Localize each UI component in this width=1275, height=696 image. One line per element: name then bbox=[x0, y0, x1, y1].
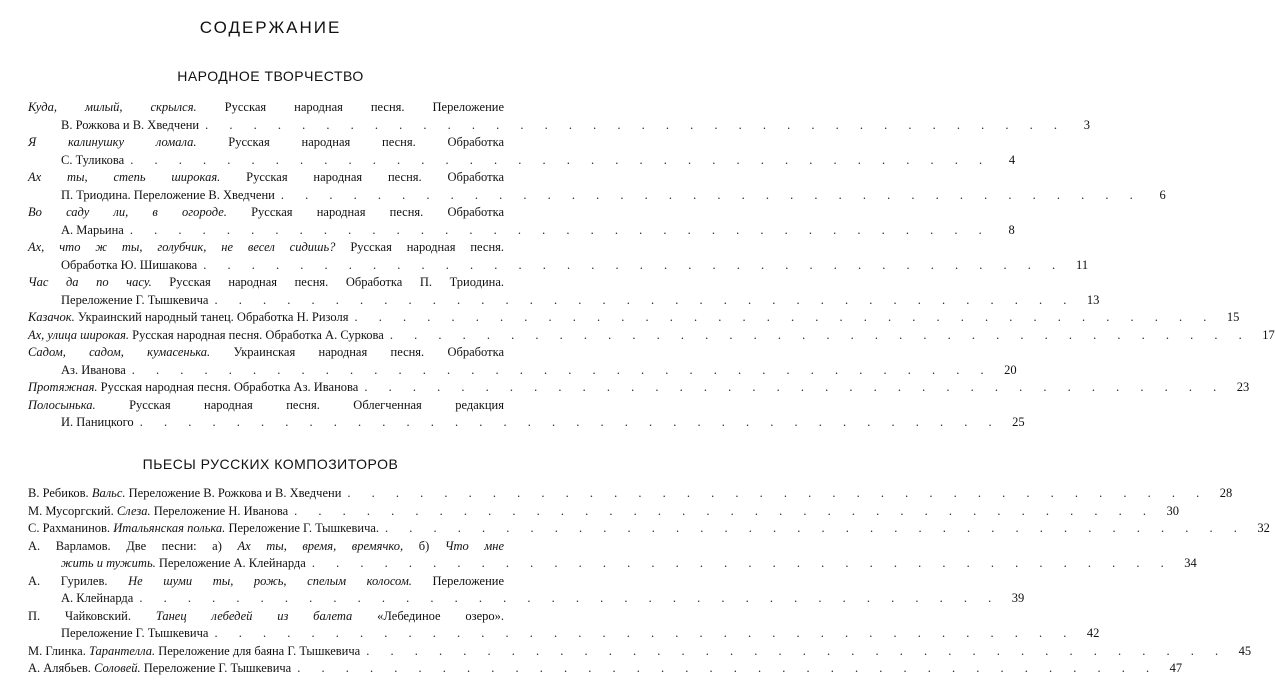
entry-description: Русская народная песня. Обработка bbox=[228, 135, 505, 149]
entry-title: Ах, что ж ты, голубчик, не весел сидишь? bbox=[28, 240, 336, 254]
entry-continuation: Переложение Г. Тышкевича bbox=[61, 626, 209, 640]
entry-title: Во саду ли, в огороде. bbox=[28, 205, 227, 219]
entry-description: Русская народная песня. bbox=[350, 240, 505, 254]
toc-entry-line[interactable] bbox=[28, 520, 1270, 538]
leader-dots: . . . . . . . . . . . . . . . . . . . . . . . . . . . . . . . . . . . . bbox=[366, 643, 1228, 658]
entry-description: Украинская народная песня. Обработка bbox=[233, 345, 505, 359]
page-number: 13 bbox=[1086, 292, 1100, 307]
toc-entry-line[interactable] bbox=[28, 379, 1250, 397]
toc-composers bbox=[28, 485, 1270, 678]
toc-entry-line bbox=[28, 239, 504, 257]
page-number: 17 bbox=[1262, 327, 1275, 342]
entry-description: «Лебединое озеро». bbox=[377, 608, 505, 623]
toc-entry-line[interactable] bbox=[28, 257, 1089, 275]
entry-title: Ах ты, степь широкая. bbox=[28, 170, 221, 184]
section-heading-composers: ПЬЕСЫ РУССКИХ КОМПОЗИТОРОВ bbox=[142, 456, 399, 472]
page-number: 45 bbox=[1238, 643, 1252, 658]
entry-title: Танец лебедей из балета bbox=[155, 608, 353, 623]
page-number: 28 bbox=[1219, 486, 1233, 500]
entry-title: Итальянская полька. bbox=[113, 521, 226, 535]
toc-entry-line[interactable] bbox=[28, 309, 1240, 327]
entry-title: Ах, улица широкая. bbox=[28, 327, 130, 342]
toc-entry-line[interactable] bbox=[28, 643, 1252, 661]
toc-entry-line[interactable] bbox=[28, 660, 1183, 678]
leader-dots: . . . . . . . . . . . . . . . . . . . . . . . . . . . . . . . . . . . . bbox=[214, 626, 1076, 640]
entry-title: Соловей. bbox=[94, 661, 141, 675]
section-heading-folk: НАРОДНОЕ ТВОРЧЕСТВО bbox=[177, 68, 364, 84]
entry-continuation: Переложение А. Клейнарда bbox=[158, 556, 306, 570]
entry-description: Русская народная песня. Обработка bbox=[251, 205, 505, 219]
entry-author: М. Мусоргский. bbox=[28, 503, 114, 518]
entry-description: Переложение В. Рожкова и В. Хведчени bbox=[128, 486, 342, 500]
leader-dots: . . . . . . . . . . . . . . . . . . . . . . . . . . . . . . . . . . . . bbox=[389, 327, 1251, 342]
page-number: 34 bbox=[1184, 556, 1197, 570]
leader-dots: . . . . . . . . . . . . . . . . . . . . . . . . . . . . . . . . . . . . bbox=[311, 556, 1173, 570]
page-number: 23 bbox=[1236, 380, 1250, 394]
toc-entry-line bbox=[28, 99, 504, 117]
entry-title: Куда, милый, скрылся. bbox=[28, 100, 197, 114]
page-number: 4 bbox=[1008, 152, 1016, 167]
page-number: 3 bbox=[1083, 117, 1090, 132]
toc-entry-line bbox=[28, 397, 504, 415]
entry-description: Переложение bbox=[432, 573, 505, 588]
leader-dots: . . . . . . . . . . . . . . . . . . . . . . . . . . . . . . . . . . . . bbox=[294, 503, 1156, 518]
leader-dots: . . . . . . . . . . . . . . . . . . . . . . . . . . . . . . . . . . . . bbox=[131, 362, 993, 377]
toc-entry-line[interactable] bbox=[28, 327, 1275, 345]
page-number: 11 bbox=[1076, 257, 1089, 272]
entry-title: Садом, садом, кумасенька. bbox=[28, 345, 211, 359]
page-number: 20 bbox=[1004, 362, 1017, 377]
leader-dots: . . . . . . . . . . . . . . . . . . . . . . . . . . . . . . . . . . . . bbox=[129, 222, 991, 237]
leader-dots: . . . . . . . . . . . . . . . . . . . . . . . . . . . . . . . . . . . . bbox=[130, 152, 992, 167]
leader-dots: . . . . . . . . . . . . . . . . . . . . . . . . . . . . . . . . . . . . bbox=[280, 187, 1142, 202]
toc-entry-line[interactable] bbox=[28, 292, 1100, 310]
entry-title: Слеза. bbox=[116, 503, 151, 518]
entry-continuation: И. Паницкого bbox=[61, 415, 134, 429]
leader-dots: . . . . . . . . . . . . . . . . . . . . . . . . . . . . . . . . . . . . bbox=[214, 292, 1076, 307]
leader-dots: . . . . . . . . . . . . . . . . . . . . . . . . . . . . . . . . . . . . bbox=[347, 486, 1209, 500]
entry-author: М. Глинка. bbox=[28, 643, 86, 658]
toc-entry-line bbox=[28, 573, 504, 591]
page-number: 25 bbox=[1012, 415, 1025, 429]
entry-continuation: Аз. Иванова bbox=[61, 362, 126, 377]
page-title: СОДЕРЖАНИЕ bbox=[199, 18, 342, 37]
entry-title-continuation: жить и тужить. bbox=[61, 556, 156, 570]
toc-folk bbox=[28, 99, 1275, 432]
entry-description: Русская народная песня. Обработка П. Триодина. bbox=[169, 275, 505, 289]
page-number: 6 bbox=[1159, 187, 1166, 202]
leader-dots: . . . . . . . . . . . . . . . . . . . . . . . . . . . . . . . . . . . . bbox=[354, 310, 1216, 324]
entry-title: Тарантелла. bbox=[88, 643, 156, 658]
toc-entry-line[interactable] bbox=[28, 625, 1100, 643]
leader-dots: . . . . . . . . . . . . . . . . . . . . . . . . . . . . . . . . . . . . bbox=[139, 591, 1001, 605]
toc-entry-line bbox=[28, 538, 504, 556]
entry-continuation: П. Триодина. Переложение В. Хведчени bbox=[61, 187, 275, 202]
entry-description-2: б) bbox=[418, 538, 430, 553]
entry-description: Русская народная песня. Облегченная редакция bbox=[129, 397, 505, 412]
toc-entry-line bbox=[28, 204, 504, 222]
entry-description: Две песни: а) bbox=[126, 538, 222, 553]
entry-description: Русская народная песня. Обработка Аз. Иванова bbox=[100, 380, 359, 394]
entry-author: А. Алябьев. bbox=[28, 661, 91, 675]
toc-entry-line bbox=[28, 169, 504, 187]
toc-entry-line[interactable] bbox=[28, 362, 1017, 380]
entry-title: Не шуми ты, рожь, спелым колосом. bbox=[128, 573, 412, 588]
toc-entry-line[interactable] bbox=[28, 555, 1197, 573]
toc-entry-line[interactable] bbox=[28, 503, 1180, 521]
entry-author: П. Чайковский. bbox=[28, 608, 131, 623]
toc-entry-line[interactable] bbox=[28, 222, 1015, 240]
page-number: 32 bbox=[1257, 521, 1270, 535]
entry-continuation: Обработка Ю. Шишакова bbox=[61, 257, 198, 272]
leader-dots: . . . . . . . . . . . . . . . . . . . . . . . . . . . . . . . . . . . . bbox=[385, 521, 1246, 535]
toc-entry-line[interactable] bbox=[28, 152, 1016, 170]
page-number: 42 bbox=[1086, 626, 1100, 640]
entry-author: А. Гурилев. bbox=[28, 573, 108, 588]
leader-dots: . . . . . . . . . . . . . . . . . . . . . . . . . . . . . . . . . . . . bbox=[203, 257, 1065, 272]
leader-dots: . . . . . . . . . . . . . . . . . . . . . . . . . . . . . . . . . . . . bbox=[205, 117, 1066, 132]
entry-description: Переложение Г. Тышкевича. bbox=[228, 521, 380, 535]
entry-description: Переложение для баяна Г. Тышкевича bbox=[158, 643, 361, 658]
page-number: 15 bbox=[1226, 310, 1240, 324]
entry-title: Ах ты, время, времячко, bbox=[237, 538, 404, 553]
entry-title: Я калинушку ломала. bbox=[28, 135, 197, 149]
leader-dots: . . . . . . . . . . . . . . . . . . . . . . . . . . . . . . . . . . . . bbox=[297, 661, 1159, 675]
entry-author: А. Варламов. bbox=[28, 538, 111, 553]
entry-title: Казачок. bbox=[28, 310, 75, 324]
entry-description: Переложение Г. Тышкевича bbox=[143, 661, 292, 675]
leader-dots: . . . . . . . . . . . . . . . . . . . . . . . . . . . . . . . . . . . . bbox=[139, 415, 1001, 429]
entry-description: Русская народная песня. Обработка А. Суркова bbox=[132, 327, 384, 342]
toc-entry-line[interactable] bbox=[28, 414, 1025, 432]
entry-continuation: Переложение Г. Тышкевича bbox=[61, 292, 209, 307]
entry-title-2: Что мне bbox=[444, 538, 504, 553]
page-number: 30 bbox=[1166, 503, 1180, 518]
entry-author: С. Рахманинов. bbox=[28, 521, 111, 535]
entry-description: Русская народная песня. Обработка bbox=[246, 170, 505, 184]
page-number: 39 bbox=[1011, 591, 1025, 605]
toc-entry-line bbox=[28, 608, 504, 626]
toc-entry-line bbox=[28, 134, 504, 152]
entry-title: Час да по часу. bbox=[28, 275, 152, 289]
entry-description: Переложение Н. Иванова bbox=[153, 503, 289, 518]
toc-entry-line[interactable] bbox=[28, 117, 1090, 135]
entry-description: Украинский народный танец. Обработка Н. Ризоля bbox=[77, 310, 349, 324]
entry-description: Русская народная песня. Переложение bbox=[224, 100, 504, 114]
toc-entry-line[interactable] bbox=[28, 590, 1025, 608]
entry-continuation: А. Клейнарда bbox=[61, 591, 134, 605]
entry-title: Протяжная. bbox=[28, 380, 98, 394]
entry-author: В. Ребиков. bbox=[28, 486, 89, 500]
toc-entry-line[interactable] bbox=[28, 187, 1166, 205]
entry-continuation: А. Марьина bbox=[61, 222, 124, 237]
toc-entry-line[interactable] bbox=[28, 485, 1233, 503]
toc-entry-line bbox=[28, 274, 504, 292]
entry-continuation: С. Туликова bbox=[61, 152, 125, 167]
page-number: 47 bbox=[1169, 661, 1183, 675]
leader-dots: . . . . . . . . . . . . . . . . . . . . . . . . . . . . . . . . . . . . bbox=[364, 380, 1226, 394]
toc-entry-line bbox=[28, 344, 504, 362]
page-number: 8 bbox=[1008, 222, 1015, 237]
entry-title: Вальс. bbox=[91, 486, 126, 500]
entry-continuation: В. Рожкова и В. Хведчени bbox=[61, 117, 200, 132]
entry-title: Полосынька. bbox=[28, 397, 96, 412]
